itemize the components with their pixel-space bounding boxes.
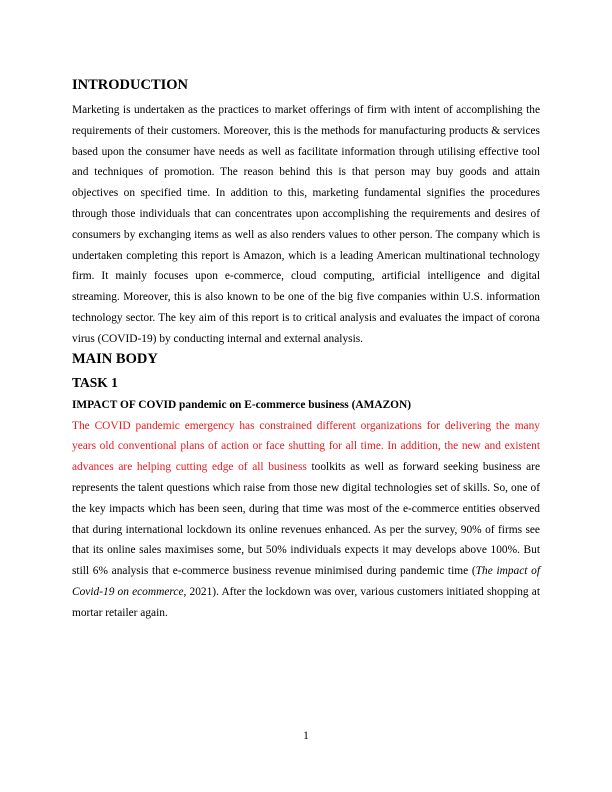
document-page (72, 76, 540, 624)
highlighted-text: The COVID pandemic emergency has constrained different organizations for delivering the many years old conventional plans of action or face shutting for all time. In addition, the new and existent advances are helping cutting edge of all business (72, 419, 540, 474)
introduction-heading: INTRODUCTION (72, 77, 189, 93)
task-subheading: IMPACT OF COVID pandemic on E-commerce business (AMAZON) (72, 398, 412, 411)
task-paragraph-end: ). After the lockdown was over, various customers initiated shopping at mortar retailer again. (72, 585, 540, 619)
citation-title: The impact of Covid-19 on ecommerce (72, 565, 540, 598)
introduction-paragraph: Marketing is undertaken as the practices to market offerings of firm with intent of accomplishing the requirements of their customers. Moreover, this is the methods for manufacturing products & services based upon the consumer have needs as well as facilitate information through utilising effective tool and techniques of promotion. The reason behind this is that person may buy goods and attain objectives on specified time. In addition to this, marketing fundamental signifies the procedures through those individuals that can concentrates upon accomplishing the requirements and desires of consumers by exchanging items as well as also renders values to other person. The company which is undertaken completing this report is Amazon, which is a leading American multinational technology firm. It mainly focuses upon e-commerce, cloud computing, artificial intelligence and digital streaming. Moreover, this is also known to be one of the big five companies within U.S. information technology sector. The key aim of this report is to critical analysis and evaluates the impact of corona virus (COVID-19) by conducting internal and external analysis. (72, 104, 540, 345)
page-number: 1 (303, 730, 309, 742)
citation-year: , 2021 (183, 585, 213, 598)
task-paragraph-text: toolkits as well as forward seeking business are represents the talent questions which raise from those new digital technologies set of skills. So, one of the key impacts which has been seen, during that time was most of the e-commerce entities observed that during international lockdown its online revenues enhanced. As per the survey, 90% of firms see that its online sales maximises some, but 50% individuals expects it may develops above 100%. But still 6% analysis that e-commerce business revenue minimised during pandemic time ( (72, 461, 540, 578)
task-paragraph (72, 416, 540, 624)
main-body-heading: MAIN BODY (72, 350, 158, 367)
task-heading: TASK 1 (72, 374, 118, 390)
